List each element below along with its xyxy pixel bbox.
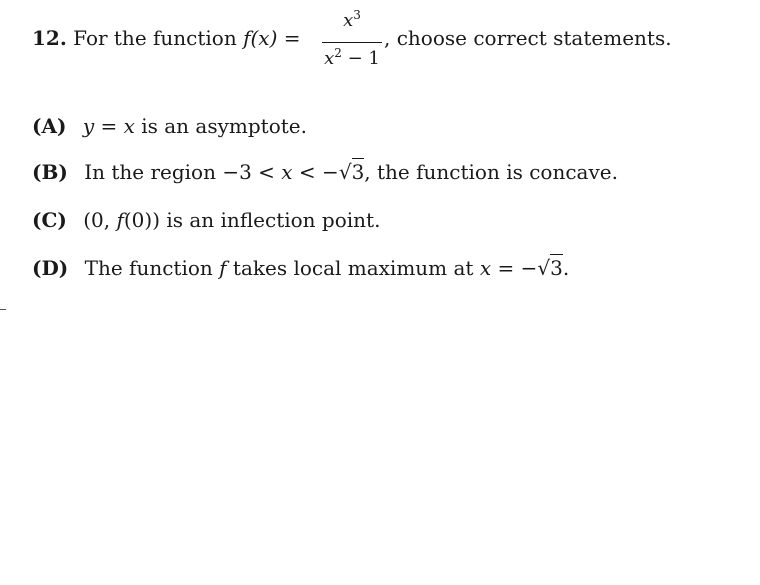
sqrt-sign: √ bbox=[338, 160, 352, 184]
option-d-label: (D) bbox=[32, 256, 69, 280]
edge-mark bbox=[0, 309, 6, 310]
option-d-text-3: = − bbox=[491, 256, 538, 280]
fraction-bar bbox=[322, 42, 382, 43]
function-fraction bbox=[322, 8, 382, 70]
option-d-text-1: The function bbox=[84, 256, 220, 280]
sqrt-sign: √ bbox=[537, 256, 551, 280]
option-c-label: (C) bbox=[32, 208, 67, 232]
function-name: f(x) = bbox=[243, 26, 301, 50]
option-b bbox=[32, 160, 618, 184]
fraction-numerator: $x^3$ bbox=[343, 8, 361, 31]
option-d-var: x bbox=[479, 256, 492, 280]
option-c bbox=[32, 208, 380, 232]
option-d-text-4: . bbox=[562, 256, 570, 280]
option-c-text-1: (0, bbox=[83, 208, 117, 232]
question-number: 12. bbox=[32, 26, 67, 50]
option-b-radicand: 3 bbox=[351, 160, 365, 184]
option-a-label: (A) bbox=[32, 114, 67, 138]
option-b-text-2: < − bbox=[292, 160, 339, 184]
option-a bbox=[32, 114, 307, 138]
option-d-func: f bbox=[219, 256, 227, 280]
option-b-label: (B) bbox=[32, 160, 68, 184]
option-b-var: x bbox=[281, 160, 293, 184]
option-d bbox=[32, 256, 569, 280]
question-tail: , choose correct statements. bbox=[384, 26, 672, 50]
option-d-radicand: 3 bbox=[550, 256, 563, 280]
option-b-text-3: , the function is concave. bbox=[364, 160, 618, 184]
option-c-text-3: is an inflection point. bbox=[160, 208, 381, 232]
option-b-text-1: In the region −3 < bbox=[84, 160, 282, 184]
question-lead bbox=[32, 26, 301, 50]
option-a-text: is an asymptote. bbox=[134, 114, 307, 138]
option-c-func: f bbox=[116, 208, 124, 232]
option-c-text-2: (0)) bbox=[123, 208, 160, 232]
option-d-text-2: takes local maximum at bbox=[226, 256, 480, 280]
fraction-denominator: $x^2 - 1$ bbox=[324, 46, 380, 69]
question-lead-text: For the function bbox=[73, 26, 237, 50]
option-a-math: y = x bbox=[82, 114, 135, 138]
